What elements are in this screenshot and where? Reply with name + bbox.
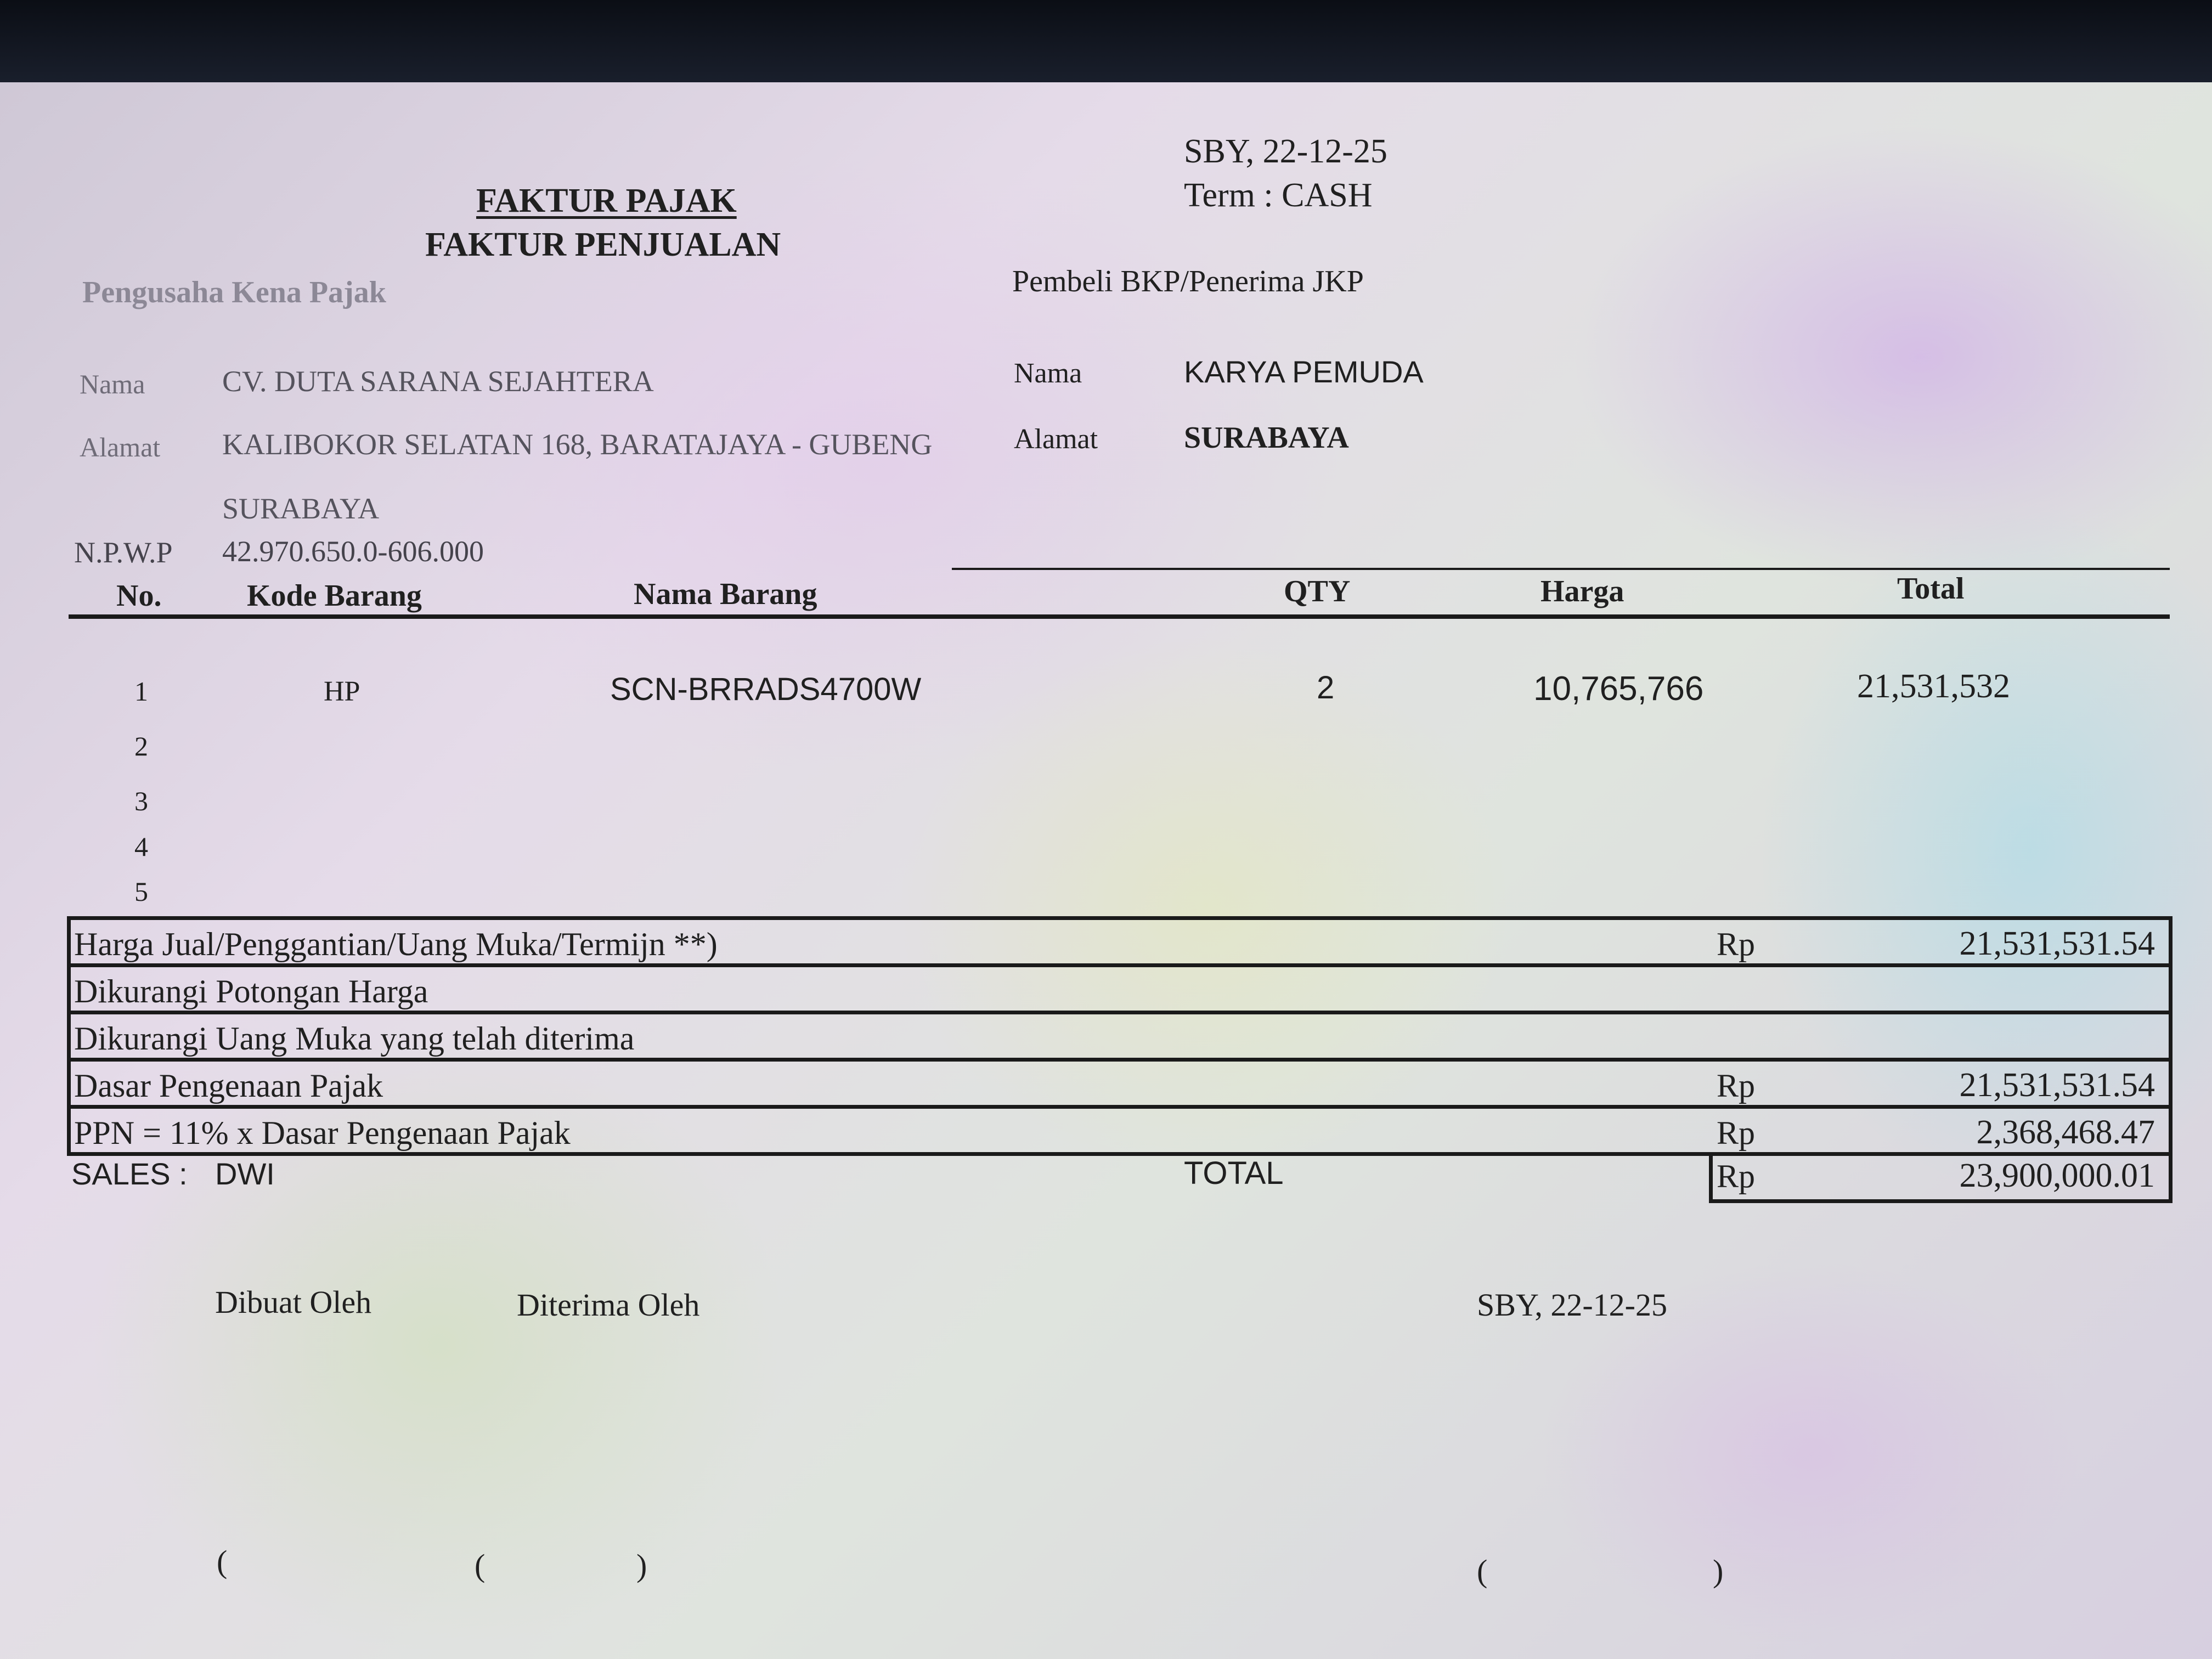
ppn-currency: Rp: [1717, 1115, 1756, 1151]
table-top-rule: [952, 568, 2170, 570]
table-row-5-no: 5: [134, 876, 148, 907]
total-value: 23,900,000.01: [1959, 1157, 2155, 1194]
col-header-nama: Nama Barang: [634, 577, 817, 611]
seller-npwp-label: N.P.W.P: [74, 536, 173, 569]
table-row-4-no: 4: [134, 831, 148, 862]
seller-address-line2: SURABAYA: [222, 492, 380, 525]
buyer-name-label: Nama: [1014, 358, 1082, 389]
harga-jual-label: Harga Jual/Penggantian/Uang Muka/Termijn **): [74, 926, 718, 962]
sales-label: SALES :: [71, 1156, 188, 1191]
dpp-value: 21,531,531.54: [1959, 1066, 2155, 1104]
buyer-address: SURABAYA: [1184, 421, 1349, 455]
table-row-1-no: 1: [134, 676, 148, 707]
table-row-2-no: 2: [134, 731, 148, 761]
dpp-label: Dasar Pengenaan Pajak: [74, 1068, 383, 1104]
table-row-1-qty: 2: [1317, 670, 1335, 706]
summary-row-ppn: [67, 1105, 2172, 1156]
seller-address-label: Alamat: [80, 432, 161, 462]
made-by-label: Dibuat Oleh: [215, 1284, 372, 1320]
dpp-currency: Rp: [1717, 1068, 1756, 1104]
harga-jual-value: 21,531,531.54: [1959, 925, 2155, 962]
buyer-heading: Pembeli BKP/Penerima JKP: [1012, 264, 1364, 298]
uang-muka-label: Dikurangi Uang Muka yang telah diterima: [74, 1020, 635, 1057]
invoice-subtitle: FAKTUR PENJUALAN: [425, 226, 781, 263]
seller-name-label: Nama: [80, 369, 145, 399]
signature-paren-left-2: (: [475, 1548, 486, 1583]
signature-place-date: SBY, 22-12-25: [1477, 1287, 1667, 1323]
col-header-no: No.: [116, 579, 162, 613]
col-header-total: Total: [1897, 572, 1965, 606]
total-currency: Rp: [1717, 1158, 1756, 1194]
potongan-label: Dikurangi Potongan Harga: [74, 973, 428, 1009]
invoice-title: FAKTUR PAJAK: [476, 182, 737, 219]
table-header-rule: [69, 614, 2170, 619]
signature-paren-right-3: ): [1713, 1553, 1724, 1589]
table-row-1-nama: SCN-BRRADS4700W: [610, 672, 922, 707]
harga-jual-currency: Rp: [1717, 926, 1756, 962]
summary-row-potongan: [67, 963, 2172, 1014]
signature-paren-left-1: (: [217, 1544, 228, 1579]
table-row-1-total: 21,531,532: [1857, 668, 2010, 705]
ppn-value: 2,368,468.47: [1976, 1114, 2155, 1151]
buyer-address-label: Alamat: [1014, 424, 1098, 455]
invoice-date: SBY, 22-12-25: [1184, 133, 1387, 170]
sales-name: DWI: [215, 1156, 275, 1191]
total-label: TOTAL: [1184, 1155, 1284, 1191]
seller-npwp: 42.970.650.0-606.000: [222, 535, 484, 568]
col-header-harga: Harga: [1541, 574, 1624, 608]
summary-row-uang-muka: [67, 1011, 2172, 1062]
seller-address-line1: KALIBOKOR SELATAN 168, BARATAJAYA - GUBENG: [222, 428, 933, 461]
payment-term: Term : CASH: [1184, 177, 1373, 214]
total-box: [1709, 1152, 2172, 1203]
table-row-1-harga: 10,765,766: [1533, 670, 1704, 708]
buyer-name: KARYA PEMUDA: [1184, 354, 1424, 389]
summary-row-dpp: [67, 1058, 2172, 1109]
ppn-label: PPN = 11% x Dasar Pengenaan Pajak: [74, 1115, 571, 1151]
col-header-kode: Kode Barang: [247, 579, 422, 613]
seller-name: CV. DUTA SARANA SEJAHTERA: [222, 365, 654, 398]
received-by-label: Diterima Oleh: [517, 1287, 700, 1323]
signature-paren-right-2: ): [636, 1548, 647, 1583]
summary-row-harga-jual: [67, 916, 2172, 967]
seller-heading: Pengusaha Kena Pajak: [82, 275, 386, 309]
signature-paren-left-3: (: [1477, 1553, 1488, 1589]
table-row-1-kode: HP: [324, 676, 360, 707]
col-header-qty: QTY: [1284, 574, 1351, 608]
table-row-3-no: 3: [134, 786, 148, 816]
invoice-paper: [0, 82, 2212, 1659]
